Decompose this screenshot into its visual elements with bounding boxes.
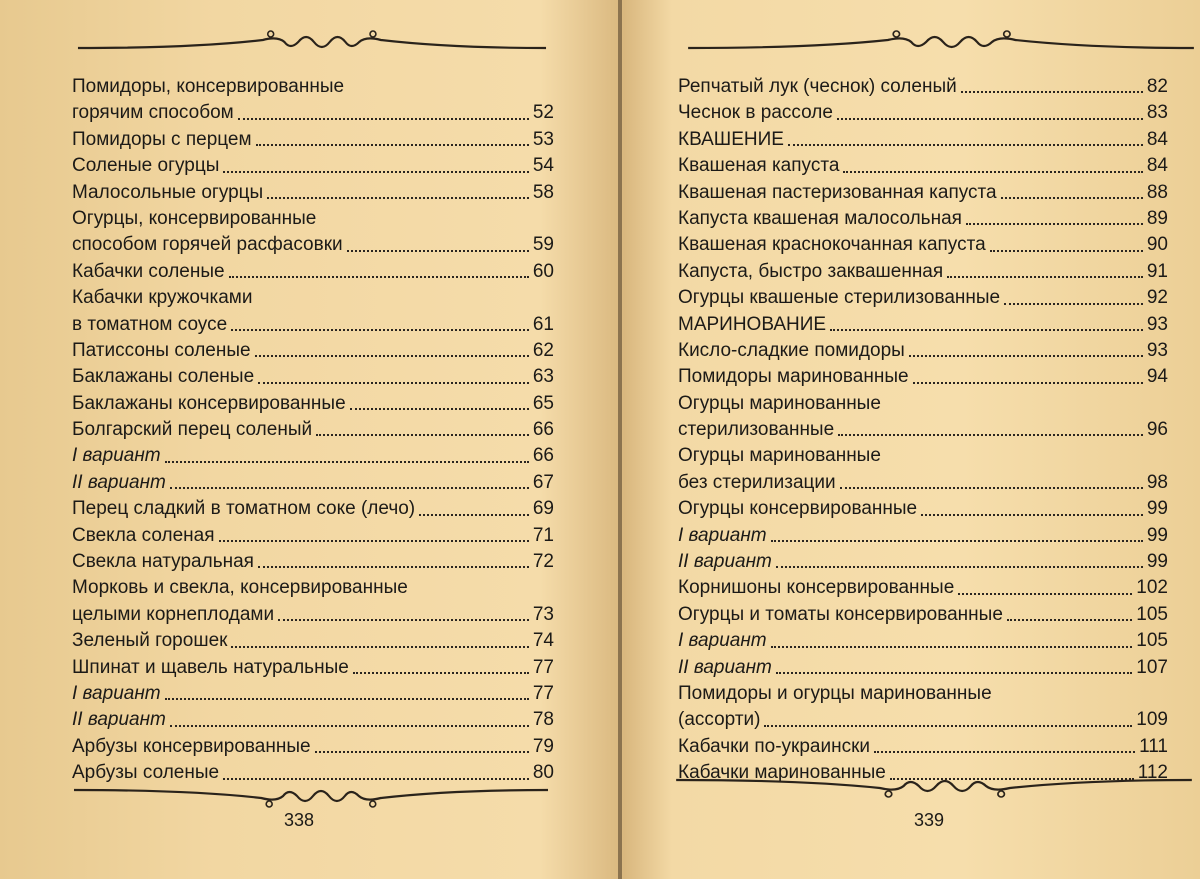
toc-entry-title: Огурцы маринованные [678,445,881,467]
toc-entry-page: 52 [532,102,554,124]
dot-leader [231,329,529,331]
toc-entry-title: Квашеная пастеризованная капуста [678,181,997,203]
dot-leader [776,672,1132,674]
toc-entry-title: Корнишоны консервированные [678,577,955,599]
toc-entry [72,707,554,733]
toc-entry-page: 66 [532,445,554,467]
dot-leader [419,514,529,516]
toc-entry [72,734,554,760]
toc-entry-page: 53 [532,128,554,150]
toc-entry-page: 59 [532,234,554,256]
dot-leader [830,329,1143,331]
toc-entry-page: 88 [1146,181,1168,203]
dot-leader [231,646,528,648]
toc-entry-page: 83 [1146,102,1168,124]
toc-entry-title: Кисло-сладкие помидоры [678,339,905,361]
toc-entry-title: Помидоры маринованные [678,366,909,388]
toc-entry-title: Огурцы маринованные [678,392,881,414]
toc-entry-page: 112 [1137,762,1168,784]
toc-entry-title: II вариант [72,709,166,731]
toc-entry [72,285,554,311]
toc-entry-title: Капуста квашеная малосольная [678,207,962,229]
dot-leader [776,566,1143,568]
toc-entry-title: Огурцы и томаты консервированные [678,603,1003,625]
toc-entry-title: целыми корнеплодами [72,603,275,625]
toc-entry-page: 65 [532,392,554,414]
dot-leader [347,250,529,252]
toc-entry [678,153,1168,179]
dot-leader [838,434,1143,436]
toc-entry [72,470,554,496]
toc-entry-page: 91 [1146,260,1168,282]
toc-entry [72,391,554,417]
toc-entry-page: 79 [532,735,554,757]
toc-entry-page: 69 [532,498,554,520]
toc-entry [72,602,554,628]
toc-entry-title: Помидоры с перцем [72,128,252,150]
toc-entry [72,259,554,285]
dot-leader [1007,619,1132,621]
dot-leader [255,355,529,357]
toc-entry-title: II вариант [678,656,772,678]
toc-entry-page: 93 [1146,313,1168,335]
toc-entry-title: II вариант [678,551,772,573]
toc-entry [678,707,1168,733]
toc-entry [72,364,554,390]
toc-entry [678,496,1168,522]
toc-entry-page: 63 [532,366,554,388]
toc-entry-title: Арбузы консервированные [72,735,311,757]
toc-entry [72,127,554,153]
dot-leader [219,540,529,542]
toc-entry-title: КВАШЕНИЕ [678,128,784,150]
toc-entry-page: 111 [1139,735,1168,757]
toc-entry [678,443,1168,469]
toc-entry-page: 102 [1136,577,1168,599]
toc-entry [72,100,554,126]
toc-entry-title: Баклажаны соленые [72,366,255,388]
toc-entry-page: 78 [532,709,554,731]
toc-entry [678,391,1168,417]
dot-leader [961,91,1143,93]
toc-entry-page: 96 [1146,419,1168,441]
toc-entry-title: горячим способом [72,102,234,124]
toc-entry-page: 109 [1136,709,1168,731]
toc-entry-title: I вариант [72,445,161,467]
toc-entry-title: Болгарский перец соленый [72,419,313,441]
dot-leader [1001,197,1143,199]
toc-entry [72,74,554,100]
dot-leader [771,646,1133,648]
toc-entry-page: 58 [532,181,554,203]
toc-entry-page: 77 [532,682,554,704]
dot-leader [316,434,529,436]
toc-entry [72,628,554,654]
toc-entry [72,417,554,443]
toc-entry-page: 107 [1136,656,1168,678]
toc-entry-title: I вариант [678,524,767,546]
toc-entry-title: (ассорти) [678,709,761,731]
toc-entry-title: без стерилизации [678,471,836,493]
toc-entry-title: в томатном соусе [72,313,228,335]
toc-entry-title: Огурцы, консервированные [72,207,317,229]
dot-leader [315,751,529,753]
dot-leader [843,171,1142,173]
toc-entry [72,206,554,232]
toc-entry-page: 105 [1136,630,1168,652]
toc-entry [678,206,1168,232]
toc-entry-title: Репчатый лук (чеснок) соленый [678,75,957,97]
toc-entry [72,549,554,575]
dot-leader [229,276,529,278]
toc-entry-page: 72 [532,551,554,573]
toc-entry-page: 60 [532,260,554,282]
toc-entry-title: II вариант [72,471,166,493]
dot-leader [958,593,1132,595]
toc-entry-page: 61 [532,313,554,335]
dot-leader [990,250,1143,252]
toc-entry [72,523,554,549]
toc-entry [678,655,1168,681]
right-page [622,0,1200,879]
toc-entry [72,153,554,179]
toc-entry-title: Помидоры и огурцы маринованные [678,682,992,704]
dot-leader [966,223,1143,225]
toc-entry [678,100,1168,126]
toc-entry [72,338,554,364]
toc-entry-page: 92 [1146,287,1168,309]
toc-entry-page: 54 [532,155,554,177]
dot-leader [165,698,529,700]
toc-entry-title: Малосольные огурцы [72,181,264,203]
dot-leader [837,118,1143,120]
dot-leader [170,487,529,489]
toc-entry-title: способом горячей расфасовки [72,234,343,256]
toc-entry [678,180,1168,206]
toc-entry-title: стерилизованные [678,419,835,441]
dot-leader [223,171,528,173]
toc-entry-page: 66 [532,419,554,441]
dot-leader [771,540,1143,542]
toc-entry-page: 71 [532,524,554,546]
dot-leader [353,672,529,674]
toc-entry [678,364,1168,390]
dot-leader [256,144,529,146]
toc-entry-title: Кабачки по-украински [678,735,870,757]
toc-entry [678,575,1168,601]
toc-entry-page: 105 [1136,603,1168,625]
toc-entry [678,417,1168,443]
dot-leader [764,725,1132,727]
toc-entry [72,575,554,601]
toc-entry-page: 80 [532,762,554,784]
toc-entry-title: Квашеная краснокочанная капуста [678,234,986,256]
toc-entry [678,549,1168,575]
toc-entry-page: 62 [532,339,554,361]
dot-leader [267,197,529,199]
dot-leader [909,355,1143,357]
toc-entry-title: Патиссоны соленые [72,339,251,361]
dot-leader [840,487,1143,489]
toc-entry-page: 90 [1146,234,1168,256]
toc-entry [678,602,1168,628]
dot-leader [1004,303,1143,305]
toc-entry-page: 84 [1146,128,1168,150]
toc-entry [678,285,1168,311]
toc-entry-title: Чеснок в рассоле [678,102,833,124]
toc-entry [678,74,1168,100]
toc-entry-title: МАРИНОВАНИЕ [678,313,827,335]
toc-entry [678,259,1168,285]
toc-entry [678,127,1168,153]
toc-entry [678,681,1168,707]
toc-entry-title: I вариант [678,630,767,652]
toc-entry [678,312,1168,338]
dot-leader [947,276,1143,278]
dot-leader [913,382,1143,384]
toc-entry-page: 74 [532,630,554,652]
dot-leader [921,514,1143,516]
dot-leader [258,566,529,568]
toc-entry-title: Арбузы соленые [72,762,220,784]
toc-entry-page: 99 [1146,498,1168,520]
toc-entry [72,312,554,338]
toc-entry [678,523,1168,549]
toc-entry [678,734,1168,760]
toc-entry [72,681,554,707]
toc-entry-title: Морковь и свекла, консервированные [72,577,408,599]
table-of-contents-left [72,74,554,787]
toc-entry-title: Квашеная капуста [678,155,840,177]
toc-entry [72,232,554,258]
toc-entry-title: Перец сладкий в томатном соке (лечо) [72,498,416,520]
toc-entry [72,443,554,469]
toc-entry [72,496,554,522]
toc-entry [678,232,1168,258]
toc-entry-page: 77 [532,656,554,678]
toc-entry-title: Кабачки маринованные [678,762,886,784]
dot-leader [238,118,529,120]
toc-entry-title: Кабачки кружочками [72,287,253,309]
dot-leader [788,144,1143,146]
toc-entry-title: Капуста, быстро заквашенная [678,260,944,282]
toc-entry-page: 94 [1146,366,1168,388]
toc-entry-page: 99 [1146,551,1168,573]
toc-entry-title: Шпинат и щавель натуральные [72,656,349,678]
toc-entry-page: 84 [1146,155,1168,177]
dot-leader [170,725,529,727]
toc-entry-title: Свекла соленая [72,524,215,546]
toc-entry [678,628,1168,654]
toc-entry-page: 67 [532,471,554,493]
toc-entry-page: 93 [1146,339,1168,361]
ornament-divider [76,20,548,60]
dot-leader [350,408,529,410]
toc-entry-page: 99 [1146,524,1168,546]
ornament-divider [686,20,1196,60]
toc-entry [678,470,1168,496]
toc-entry-title: Кабачки соленые [72,260,225,282]
dot-leader [258,382,529,384]
toc-entry [678,338,1168,364]
dot-leader [165,461,529,463]
toc-entry [72,655,554,681]
toc-entry-title: Баклажаны консервированные [72,392,346,414]
toc-entry-title: Огурцы консервированные [678,498,918,520]
toc-entry-title: I вариант [72,682,161,704]
page-number: 338 [284,810,315,830]
toc-entry-title: Зеленый горошек [72,630,228,652]
toc-entry-page: 98 [1146,471,1168,493]
table-of-contents-right [678,74,1168,787]
toc-entry [72,180,554,206]
toc-entry-title: Огурцы квашеные стерилизованные [678,287,1001,309]
page-number: 339 [914,810,945,830]
dot-leader [278,619,529,621]
toc-entry-page: 73 [532,603,554,625]
toc-entry-title: Свекла натуральная [72,551,254,573]
toc-entry-page: 89 [1146,207,1168,229]
toc-entry-title: Помидоры, консервированные [72,75,345,97]
toc-entry-title: Соленые огурцы [72,155,220,177]
dot-leader [874,751,1135,753]
toc-entry-page: 82 [1146,75,1168,97]
ornament-divider [674,768,1194,808]
